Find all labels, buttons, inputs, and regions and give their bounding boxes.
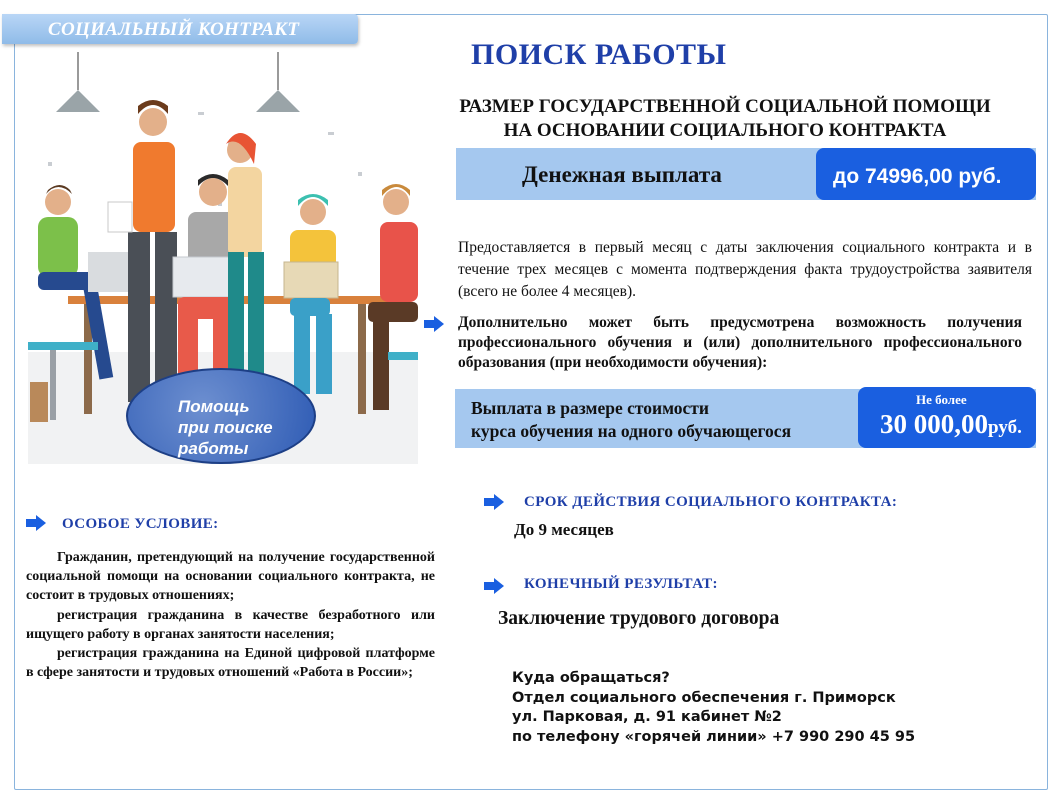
condition-paragraph-1: Гражданин, претендующий на получение государственной социальной помощи на основании социального контракта, не состоит в трудовых отношениях; [26, 550, 435, 604]
course-label-line-1: Выплата в размере стоимости [471, 398, 709, 418]
condition-paragraph-2: регистрация гражданина в качестве безработного или ищущего работу в органах занятости населения; [26, 607, 435, 642]
special-condition-text [26, 548, 435, 682]
contact-line-4: по телефону «горячей линии» +7 990 290 45 95 [512, 728, 916, 745]
final-result-value: Заключение трудового договора [498, 608, 780, 629]
contract-term-value: До 9 месяцев [514, 520, 614, 539]
additional-training-note: Дополнительно может быть предусмотрена возможность получения профессионального обучения и (или) дополнительного профессионального образования (при необходимости обучения): [458, 314, 1022, 371]
course-payment-label [471, 397, 791, 443]
section-tag [2, 14, 358, 44]
bubble-line-1: Помощь [178, 397, 250, 416]
course-amount-currency: руб. [988, 417, 1022, 438]
cash-payment-label: Денежная выплата [522, 162, 722, 187]
arrow-right-icon [484, 578, 504, 594]
bubble-line-2: при поиске [178, 418, 273, 437]
arrow-right-icon [424, 316, 444, 332]
payment-description: Предоставляется в первый месяц с даты заключения социального контракта и в течение трех месяцев с момента подтверждения факта трудоустройства заявителя (всего не более 4 месяцев). [458, 239, 1032, 300]
contract-term-heading: СРОК ДЕЙСТВИЯ СОЦИАЛЬНОГО КОНТРАКТА: [524, 494, 898, 510]
arrow-right-icon [26, 515, 46, 531]
course-payment-amount [880, 409, 1022, 440]
subtitle-line-2: НА ОСНОВАНИИ СОЦИАЛЬНОГО КОНТРАКТА [503, 120, 947, 141]
course-payment-limit: Не более [916, 392, 967, 407]
help-bubble [126, 368, 316, 464]
contact-info [512, 669, 915, 747]
page-title: ПОИСК РАБОТЫ [471, 38, 727, 71]
cash-payment-amount-box [816, 148, 1036, 200]
subtitle-line-1: РАЗМЕР ГОСУДАРСТВЕННОЙ СОЦИАЛЬНОЙ ПОМОЩИ [459, 96, 991, 117]
contact-line-1: Куда обращаться? [512, 670, 670, 686]
special-condition-heading: ОСОБОЕ УСЛОВИЕ: [62, 516, 219, 532]
course-payment-amount-box [858, 387, 1036, 448]
course-label-line-2: курса обучения на одного обучающегося [471, 421, 792, 441]
arrow-right-icon [484, 494, 504, 510]
course-amount-value: 30 000,00 [880, 409, 988, 439]
page-subtitle [420, 95, 1030, 143]
contact-line-2: Отдел социального обеспечения г. Приморск [512, 689, 896, 706]
contact-line-3: ул. Парковая, д. 91 кабинет №2 [512, 709, 782, 725]
section-tag-label: СОЦИАЛЬНЫЙ КОНТРАКТ [48, 19, 300, 40]
help-bubble-text [178, 396, 273, 459]
bubble-line-3: работы [178, 439, 249, 458]
cash-payment-amount: до 74996,00 руб. [833, 165, 1002, 188]
final-result-heading: КОНЕЧНЫЙ РЕЗУЛЬТАТ: [524, 576, 718, 592]
condition-paragraph-3: регистрация гражданина на Единой цифровой платформе в сфере занятости и трудовых отношений «Работа в России»; [26, 646, 435, 681]
